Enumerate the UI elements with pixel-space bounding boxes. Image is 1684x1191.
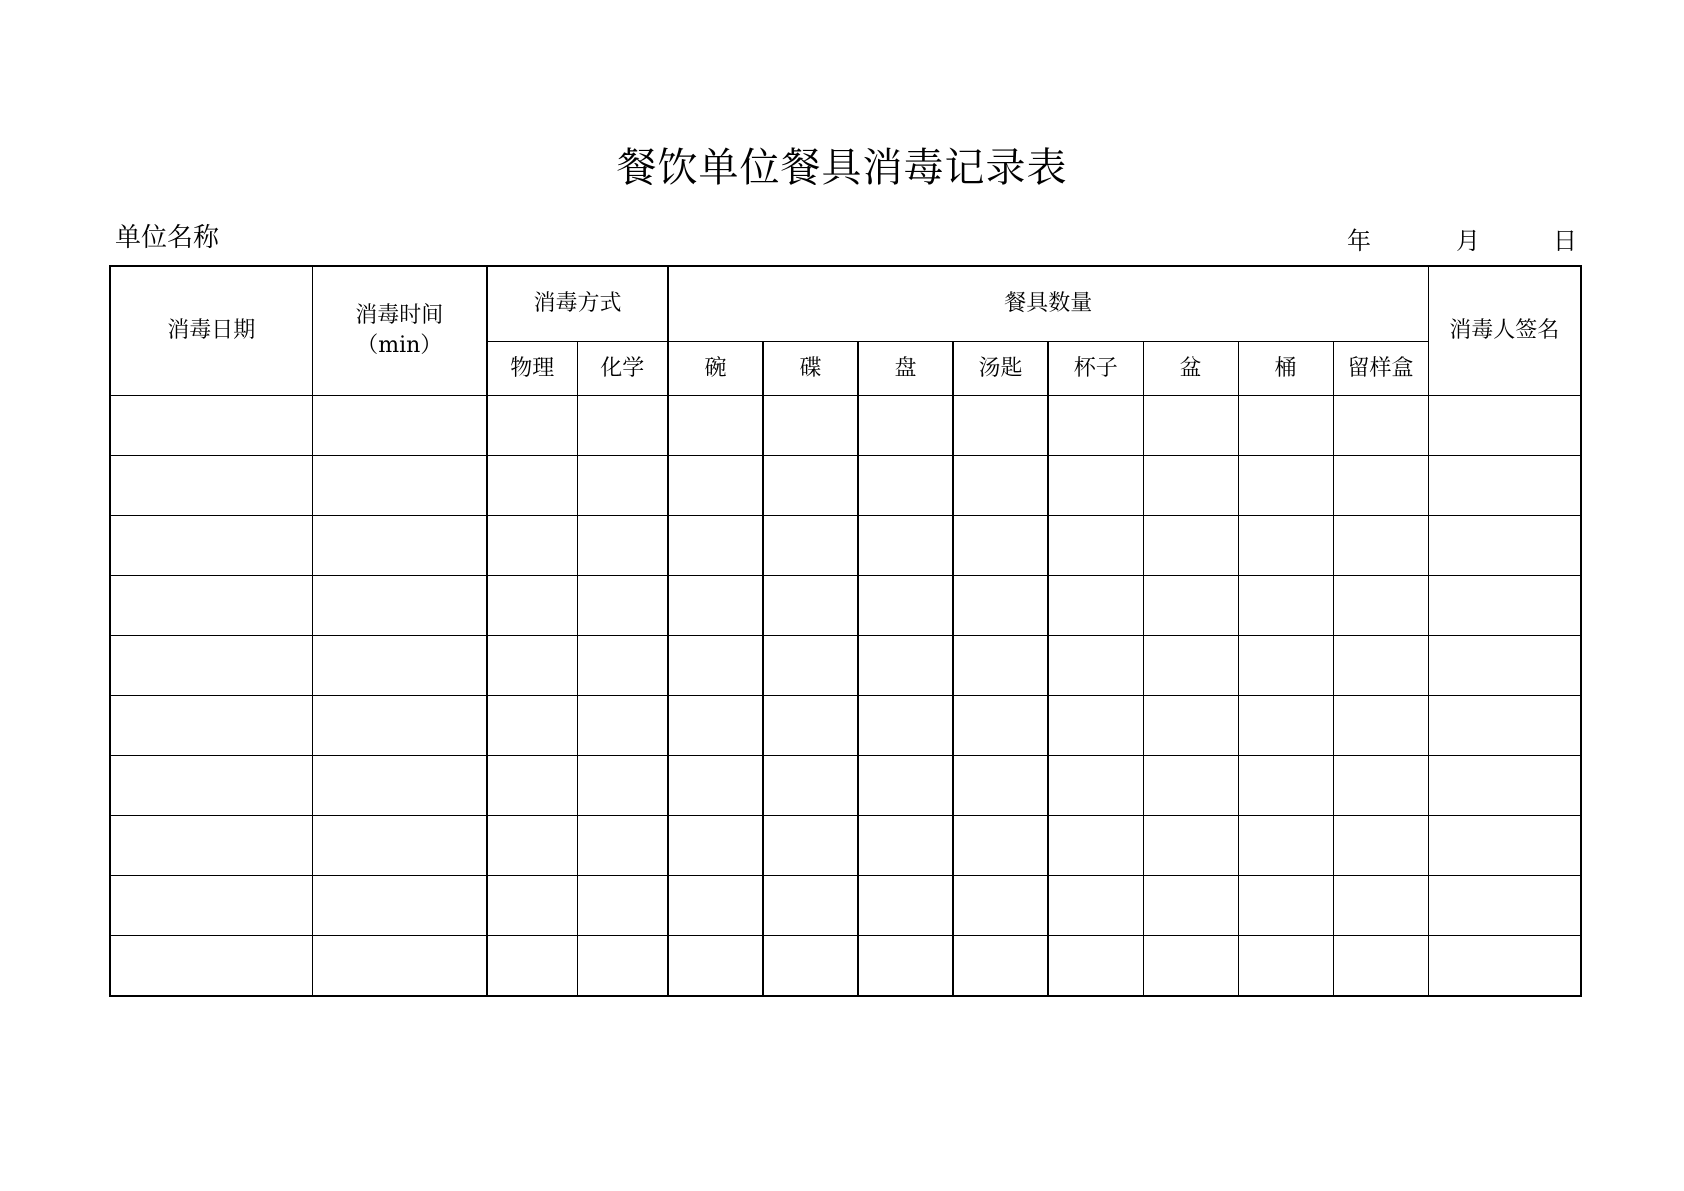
table-cell[interactable] bbox=[953, 396, 1048, 456]
table-cell[interactable] bbox=[312, 876, 487, 936]
table-cell[interactable] bbox=[668, 756, 763, 816]
table-cell[interactable] bbox=[953, 516, 1048, 576]
table-cell[interactable] bbox=[1333, 576, 1428, 636]
table-cell[interactable] bbox=[1238, 456, 1333, 516]
table-cell[interactable] bbox=[763, 396, 858, 456]
table-cell[interactable] bbox=[1048, 936, 1143, 997]
header-qty-bowl: 碗 bbox=[668, 342, 763, 396]
table-cell[interactable] bbox=[1333, 636, 1428, 696]
table-cell[interactable] bbox=[312, 456, 487, 516]
table-cell[interactable] bbox=[312, 816, 487, 876]
table-cell[interactable] bbox=[668, 696, 763, 756]
table-cell[interactable] bbox=[1238, 576, 1333, 636]
unit-name-label: 单位名称 bbox=[115, 223, 220, 253]
table-cell[interactable] bbox=[110, 756, 312, 816]
table-cell[interactable] bbox=[577, 816, 668, 876]
table-cell[interactable] bbox=[1048, 456, 1143, 516]
table-cell[interactable] bbox=[668, 936, 763, 997]
table-cell[interactable] bbox=[1428, 576, 1581, 636]
table-cell[interactable] bbox=[1333, 816, 1428, 876]
table-row bbox=[110, 816, 1581, 876]
table-cell[interactable] bbox=[312, 756, 487, 816]
table-row bbox=[110, 636, 1581, 696]
header-disinfection-method: 消毒方式 bbox=[487, 266, 668, 342]
table-cell[interactable] bbox=[668, 816, 763, 876]
header-row-top bbox=[110, 266, 1581, 342]
table-cell[interactable] bbox=[1048, 396, 1143, 456]
table-cell[interactable] bbox=[577, 636, 668, 696]
table-cell[interactable] bbox=[858, 816, 953, 876]
table-cell[interactable] bbox=[577, 396, 668, 456]
header-disinfection-time bbox=[312, 266, 487, 396]
table-cell[interactable] bbox=[577, 756, 668, 816]
table-cell[interactable] bbox=[1143, 576, 1238, 636]
table-cell[interactable] bbox=[953, 636, 1048, 696]
table-cell[interactable] bbox=[312, 936, 487, 997]
table-row bbox=[110, 456, 1581, 516]
table-cell[interactable] bbox=[1238, 816, 1333, 876]
table-cell[interactable] bbox=[1143, 876, 1238, 936]
header-qty-bucket: 桶 bbox=[1238, 342, 1333, 396]
table-cell[interactable] bbox=[763, 696, 858, 756]
table-cell[interactable] bbox=[487, 576, 577, 636]
table-cell[interactable] bbox=[763, 456, 858, 516]
table-cell[interactable] bbox=[953, 816, 1048, 876]
table-cell[interactable] bbox=[1048, 516, 1143, 576]
table-cell[interactable] bbox=[577, 456, 668, 516]
table-cell[interactable] bbox=[1333, 396, 1428, 456]
header-qty-sample-box: 留样盒 bbox=[1333, 342, 1428, 396]
table-cell[interactable] bbox=[577, 876, 668, 936]
table-cell[interactable] bbox=[487, 816, 577, 876]
table-cell[interactable] bbox=[1428, 756, 1581, 816]
table-cell[interactable] bbox=[858, 756, 953, 816]
record-body bbox=[110, 396, 1581, 997]
disinfection-record-table bbox=[109, 265, 1582, 997]
table-cell[interactable] bbox=[312, 636, 487, 696]
table-cell[interactable] bbox=[487, 456, 577, 516]
table-cell[interactable] bbox=[668, 516, 763, 576]
table-cell[interactable] bbox=[668, 396, 763, 456]
table-cell[interactable] bbox=[1048, 636, 1143, 696]
table-cell[interactable] bbox=[110, 816, 312, 876]
table-cell[interactable] bbox=[953, 576, 1048, 636]
table-cell[interactable] bbox=[1238, 936, 1333, 997]
table-cell[interactable] bbox=[110, 456, 312, 516]
header-time-line1: 消毒时间 bbox=[355, 303, 444, 328]
table-cell[interactable] bbox=[1238, 696, 1333, 756]
table-cell[interactable] bbox=[1428, 396, 1581, 456]
table-cell[interactable] bbox=[668, 876, 763, 936]
table-cell[interactable] bbox=[110, 936, 312, 997]
table-cell[interactable] bbox=[1238, 636, 1333, 696]
table-cell[interactable] bbox=[858, 936, 953, 997]
table-row bbox=[110, 516, 1581, 576]
table-cell[interactable] bbox=[577, 936, 668, 997]
table-cell[interactable] bbox=[1143, 816, 1238, 876]
table-cell[interactable] bbox=[858, 876, 953, 936]
table-cell[interactable] bbox=[312, 696, 487, 756]
table-cell[interactable] bbox=[1333, 936, 1428, 997]
table-cell[interactable] bbox=[1048, 756, 1143, 816]
date-day-label: 日 bbox=[1553, 227, 1577, 255]
table-cell[interactable] bbox=[668, 636, 763, 696]
table-row bbox=[110, 696, 1581, 756]
table-cell[interactable] bbox=[110, 636, 312, 696]
table-cell[interactable] bbox=[1143, 516, 1238, 576]
table-cell[interactable] bbox=[1333, 516, 1428, 576]
table-cell[interactable] bbox=[1428, 936, 1581, 997]
table-cell[interactable] bbox=[487, 516, 577, 576]
table-row bbox=[110, 756, 1581, 816]
table-row bbox=[110, 936, 1581, 997]
table-cell[interactable] bbox=[1333, 456, 1428, 516]
table-cell[interactable] bbox=[1048, 576, 1143, 636]
table-cell[interactable] bbox=[1428, 816, 1581, 876]
table-cell[interactable] bbox=[858, 456, 953, 516]
date-year-label: 年 bbox=[1347, 227, 1371, 255]
table-cell[interactable] bbox=[953, 696, 1048, 756]
table-row bbox=[110, 396, 1581, 456]
table-cell[interactable] bbox=[763, 756, 858, 816]
table-cell[interactable] bbox=[953, 936, 1048, 997]
table-cell[interactable] bbox=[1428, 876, 1581, 936]
table-cell[interactable] bbox=[487, 696, 577, 756]
header-qty-basin: 盆 bbox=[1143, 342, 1238, 396]
table-cell[interactable] bbox=[1428, 696, 1581, 756]
table-cell[interactable] bbox=[858, 576, 953, 636]
table-cell[interactable] bbox=[858, 396, 953, 456]
table-cell[interactable] bbox=[1238, 876, 1333, 936]
table-cell[interactable] bbox=[763, 876, 858, 936]
table-cell[interactable] bbox=[1333, 876, 1428, 936]
table-cell[interactable] bbox=[1428, 456, 1581, 516]
table-cell[interactable] bbox=[763, 936, 858, 997]
header-tableware-quantity: 餐具数量 bbox=[668, 266, 1428, 342]
table-cell[interactable] bbox=[1333, 756, 1428, 816]
table-cell[interactable] bbox=[1428, 636, 1581, 696]
table-cell[interactable] bbox=[1238, 756, 1333, 816]
page-title: 餐饮单位餐具消毒记录表 bbox=[616, 145, 1068, 191]
header-method-chemical: 化学 bbox=[577, 342, 668, 396]
table-cell[interactable] bbox=[1143, 936, 1238, 997]
table-cell[interactable] bbox=[953, 756, 1048, 816]
table-cell[interactable] bbox=[1333, 696, 1428, 756]
table-cell[interactable] bbox=[487, 936, 577, 997]
table-cell[interactable] bbox=[487, 756, 577, 816]
table-cell[interactable] bbox=[110, 696, 312, 756]
table-cell[interactable] bbox=[577, 576, 668, 636]
date-month-label: 月 bbox=[1456, 227, 1480, 255]
table-cell[interactable] bbox=[1048, 696, 1143, 756]
table-cell[interactable] bbox=[110, 576, 312, 636]
table-cell[interactable] bbox=[312, 516, 487, 576]
table-cell[interactable] bbox=[953, 876, 1048, 936]
table-cell[interactable] bbox=[668, 456, 763, 516]
header-qty-plate: 盘 bbox=[858, 342, 953, 396]
table-cell[interactable] bbox=[1238, 516, 1333, 576]
table-cell[interactable] bbox=[577, 696, 668, 756]
table-cell[interactable] bbox=[858, 636, 953, 696]
table-cell[interactable] bbox=[858, 696, 953, 756]
header-qty-saucer: 碟 bbox=[763, 342, 858, 396]
header-time-line2: （min） bbox=[356, 333, 443, 358]
table-cell[interactable] bbox=[1143, 696, 1238, 756]
header-signature: 消毒人签名 bbox=[1428, 266, 1581, 396]
table-cell[interactable] bbox=[1428, 516, 1581, 576]
table-cell[interactable] bbox=[1048, 816, 1143, 876]
table-cell[interactable] bbox=[763, 816, 858, 876]
table-cell[interactable] bbox=[1048, 876, 1143, 936]
table-cell[interactable] bbox=[1143, 756, 1238, 816]
table-cell[interactable] bbox=[312, 576, 487, 636]
header-disinfection-date: 消毒日期 bbox=[110, 266, 312, 396]
table-cell[interactable] bbox=[110, 876, 312, 936]
table-cell[interactable] bbox=[1143, 456, 1238, 516]
table-cell[interactable] bbox=[953, 456, 1048, 516]
table-cell[interactable] bbox=[1238, 396, 1333, 456]
table-cell[interactable] bbox=[577, 516, 668, 576]
table-cell[interactable] bbox=[312, 396, 487, 456]
table-cell[interactable] bbox=[1143, 636, 1238, 696]
table-cell[interactable] bbox=[487, 636, 577, 696]
table-cell[interactable] bbox=[763, 516, 858, 576]
header-qty-spoon: 汤匙 bbox=[953, 342, 1048, 396]
table-cell[interactable] bbox=[1143, 396, 1238, 456]
table-cell[interactable] bbox=[668, 576, 763, 636]
table-row bbox=[110, 576, 1581, 636]
table-cell[interactable] bbox=[487, 876, 577, 936]
table-cell[interactable] bbox=[487, 396, 577, 456]
table-cell[interactable] bbox=[110, 396, 312, 456]
header-qty-cup: 杯子 bbox=[1048, 342, 1143, 396]
header-method-physical: 物理 bbox=[487, 342, 577, 396]
table-cell[interactable] bbox=[763, 636, 858, 696]
table-row bbox=[110, 876, 1581, 936]
table-cell[interactable] bbox=[110, 516, 312, 576]
table-cell[interactable] bbox=[858, 516, 953, 576]
table-cell[interactable] bbox=[763, 576, 858, 636]
